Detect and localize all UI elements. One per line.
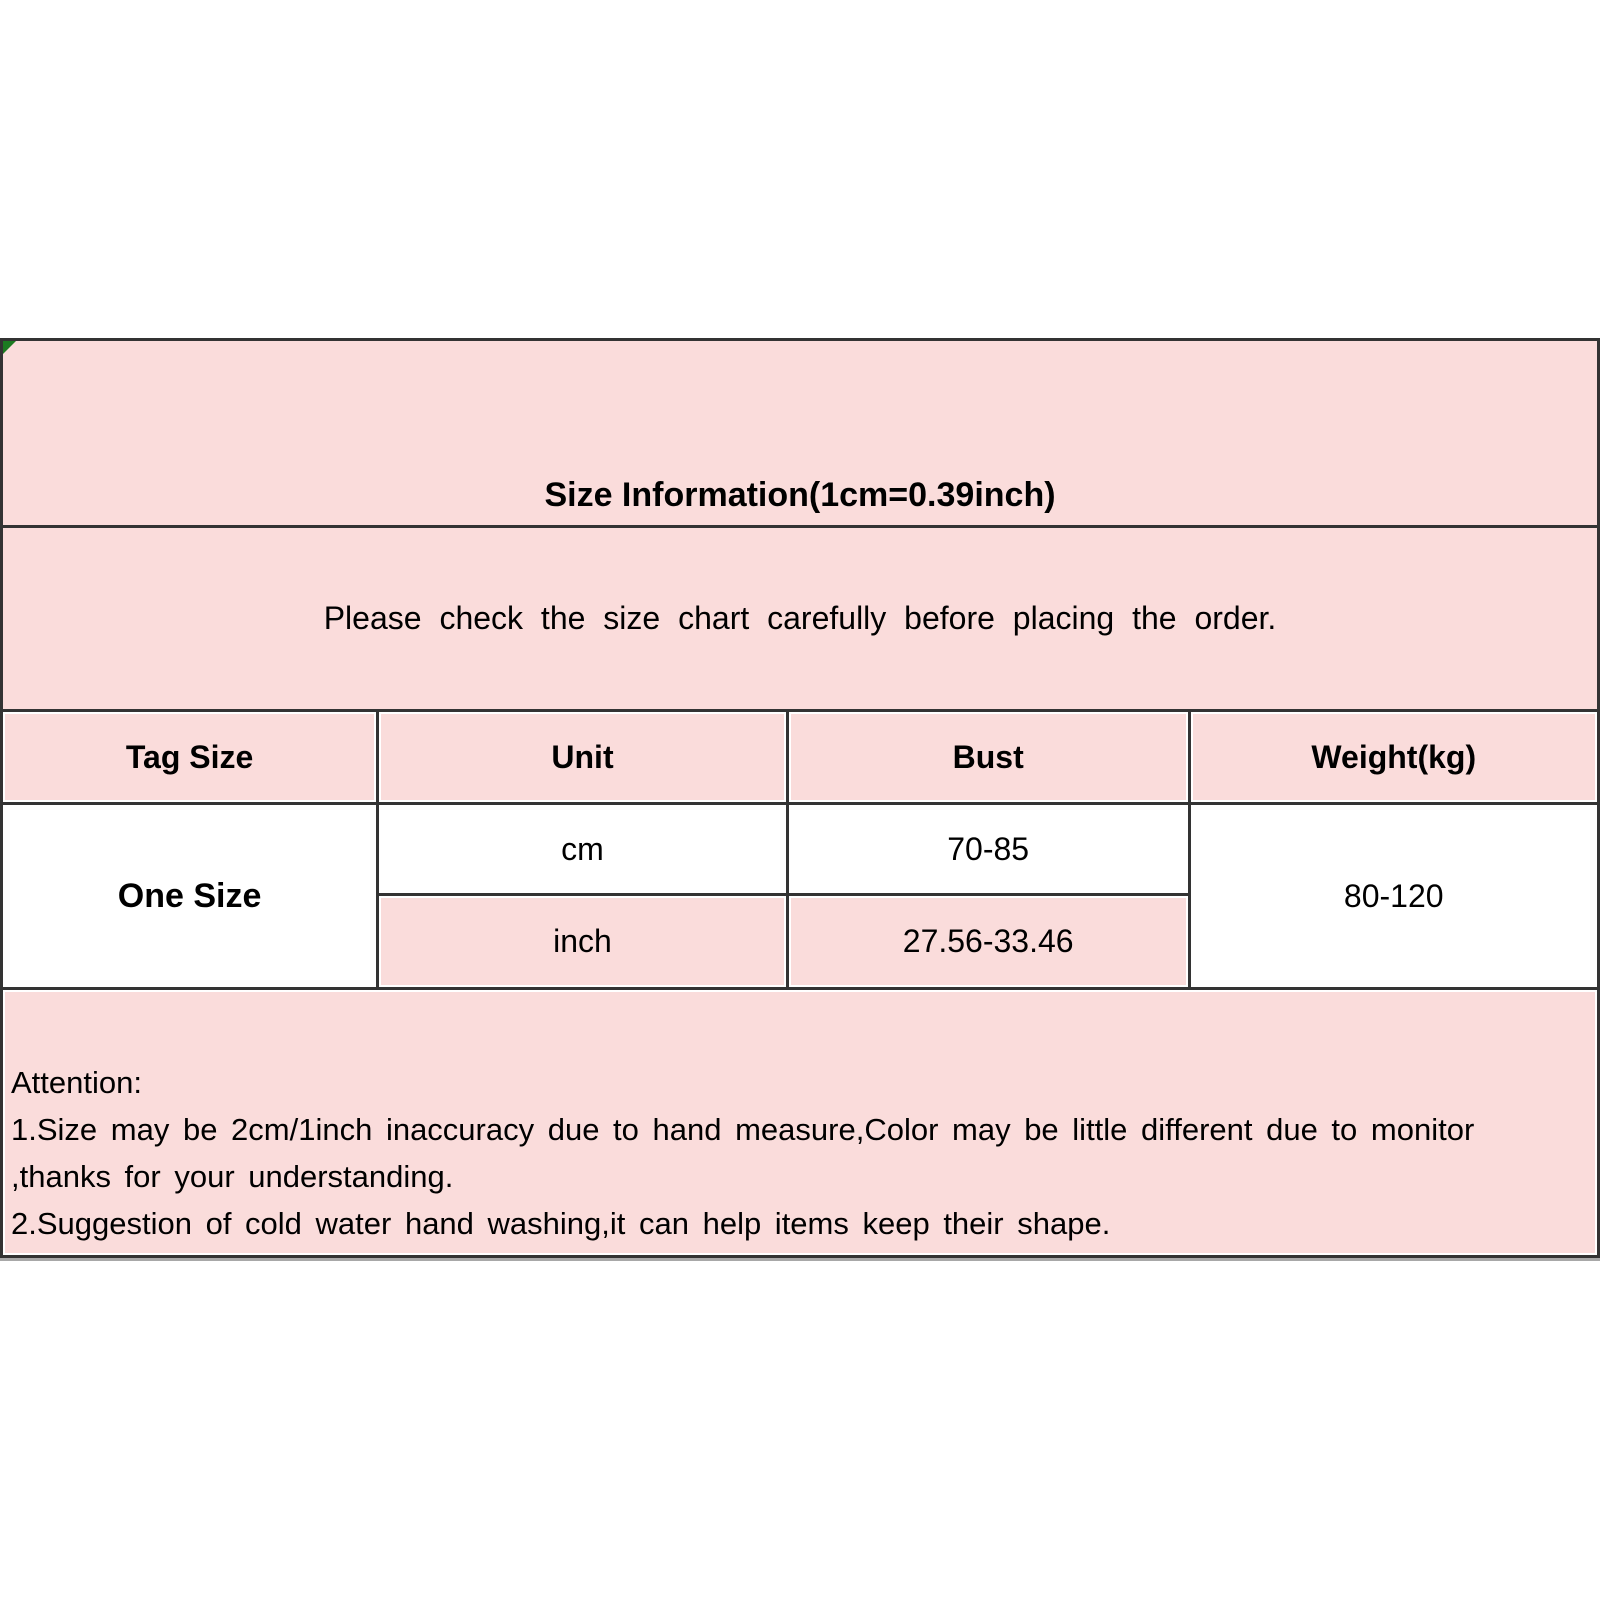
attention-heading: Attention: bbox=[11, 1065, 142, 1100]
size-table bbox=[3, 712, 1597, 987]
page-title: Size Information(1cm=0.39inch) bbox=[544, 476, 1056, 514]
attention-line-3: 2.Suggestion of cold water hand washing,it can help items keep their shape. bbox=[11, 1206, 1111, 1241]
attention-line-2: ,thanks for your understanding. bbox=[11, 1159, 454, 1194]
cell-weight: 80-120 bbox=[1191, 805, 1597, 987]
cell-tag-size: One Size bbox=[3, 805, 379, 987]
note-band bbox=[3, 528, 1597, 712]
cell-unit-inch: inch bbox=[379, 896, 789, 987]
corner-flag-icon bbox=[3, 341, 16, 354]
column-header-tag-size: Tag Size bbox=[3, 712, 379, 805]
column-header-bust: Bust bbox=[789, 712, 1191, 805]
cell-unit-cm: cm bbox=[379, 805, 789, 896]
column-header-unit: Unit bbox=[379, 712, 789, 805]
attention-section bbox=[3, 987, 1597, 1255]
title-band bbox=[3, 341, 1597, 528]
size-info-sheet bbox=[0, 338, 1600, 1258]
size-check-note: Please check the size chart carefully before placing the order. bbox=[323, 600, 1277, 636]
column-header-weight: Weight(kg) bbox=[1191, 712, 1597, 805]
cell-bust-inch: 27.56-33.46 bbox=[789, 896, 1191, 987]
cell-bust-cm: 70-85 bbox=[789, 805, 1191, 896]
attention-line-1: 1.Size may be 2cm/1inch inaccuracy due to hand measure,Color may be little different due to monitor bbox=[11, 1112, 1475, 1147]
